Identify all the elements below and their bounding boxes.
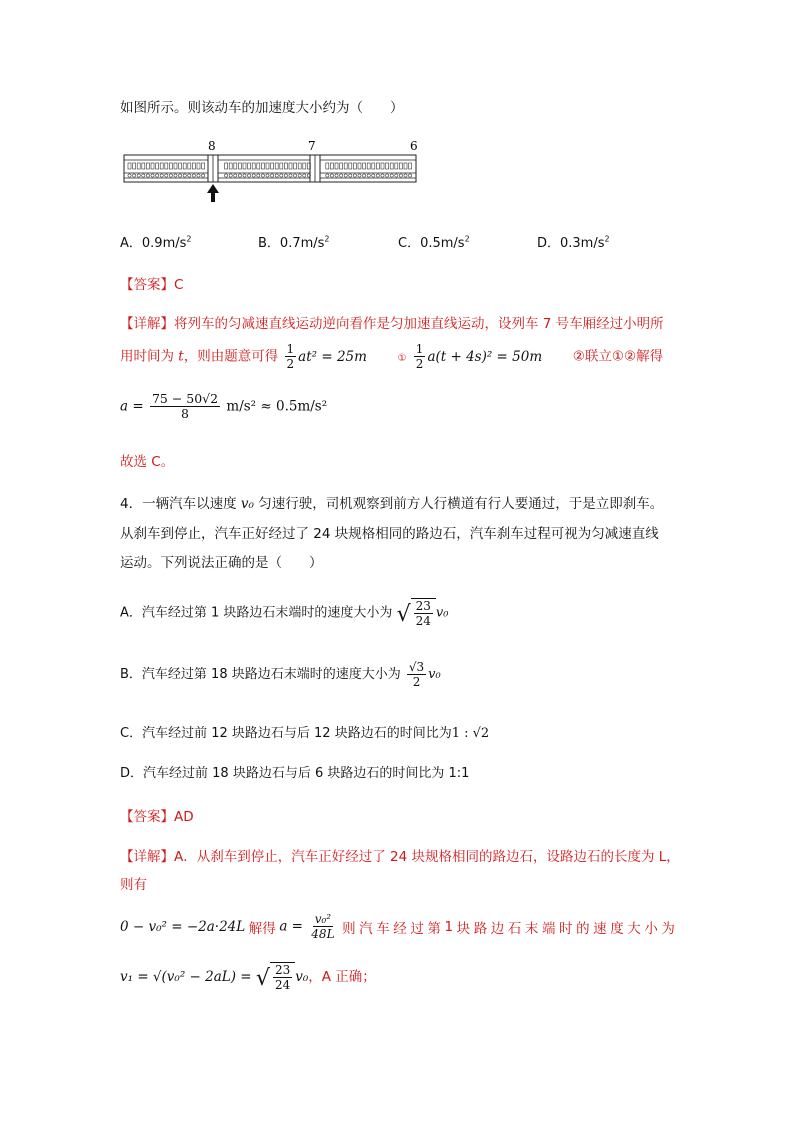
wheel [344,174,347,177]
wheel [151,174,154,177]
circle-2: ② [572,348,585,365]
window [188,163,191,169]
wheel [409,174,412,177]
train-windows [128,163,412,169]
wheel [275,174,278,177]
window [330,163,333,169]
observer-arrow [207,184,219,202]
wheel [165,174,168,177]
wheel [358,174,361,177]
wheel [137,174,140,177]
window [128,163,131,169]
wheel [399,174,402,177]
answer-value: C [174,277,184,293]
window [395,163,398,169]
wheel [179,174,182,177]
wheel [128,174,131,177]
q4-option-b[interactable]: B．汽车经过第 18 块路边石末端时的速度大小为 $\frac{√3}{2}$ v₀ [120,660,441,689]
equation-1: $\frac{1}{2}$ at² = 25m [286,342,367,371]
window [197,163,200,169]
window [133,163,136,169]
equation-2: $\frac{1}{2}$ a(t + 4s)² = 50m [415,342,543,371]
detail-tag: 【详解】 [120,849,174,865]
window [165,163,168,169]
q4-detail-line-1: 【详解】A．从刹车到停止，汽车正好经过了 24 块规格相同的路边石，设路边石的长度为 L， [120,849,680,865]
window [229,163,232,169]
wheel [395,174,398,177]
window [142,163,145,169]
window [252,163,255,169]
q4-stem-line-1: 4．一辆汽车以速度 v₀ 匀速行驶，司机观察到前方人行横道有行人要通过，于是立即刹车。 [120,496,664,512]
window [183,163,186,169]
window [271,163,274,169]
wheel [390,174,393,177]
train-wheels [128,174,412,177]
wheel [372,174,375,177]
wheel [234,174,237,177]
window [386,163,389,169]
wheel [229,174,232,177]
window [275,163,278,169]
window [409,163,412,169]
wheel [252,174,255,177]
equation-a: 0 − v₀² = −2a·24L [120,918,246,935]
window [202,163,205,169]
window [169,163,172,169]
q3-result: a = $\frac{75 - 50√2}{8}$ m/s² ≈ 0.5m/s² [120,391,328,421]
wheel [202,174,205,177]
wheel [376,174,379,177]
window [289,163,292,169]
window [335,163,338,169]
q4-detail-line-2: 则有 [120,877,147,893]
car-label-7: 7 [308,139,316,153]
wheel [257,174,260,177]
wheel [266,174,269,177]
q4-equation-c: v₁ = √(v₀² − 2aL) = √ $\frac{23}{24}$ v₀，A 正确； [120,963,376,992]
window [160,163,163,169]
window [372,163,375,169]
wheel [330,174,333,177]
window [326,163,329,169]
wheel [261,174,264,177]
wheel [169,174,172,177]
q4-option-d[interactable]: D．汽车经过前 18 块路边石与后 6 块路边石的时间比为 1:1 [120,766,470,781]
wheel [335,174,338,177]
q3-detail-line-1: 【详解】将列车的匀减速直线运动逆向看作是匀加速直线运动，设列车 7 号车厢经过小明所 [120,316,664,332]
wheel [386,174,389,177]
train-figure [122,138,422,208]
wheel [289,174,292,177]
wheel [353,174,356,177]
wheel [367,174,370,177]
wheel [280,174,283,177]
window [225,163,228,169]
car-label-6: 6 [410,139,418,153]
detail-tag: 【详解】 [120,316,174,332]
wheel [197,174,200,177]
window [234,163,237,169]
wheel [225,174,228,177]
window [381,163,384,169]
window [353,163,356,169]
equation-b: a = $\frac{\text{v₀²}}{48L}$ [279,912,335,941]
wheel [142,174,145,177]
wheel [404,174,407,177]
wheel [192,174,195,177]
train-diagram [122,138,422,208]
q3-choice-d[interactable]: D．$0.3m/s^2$ [537,234,610,251]
answer-tag: 【答案】 [120,809,174,825]
wheel [174,174,177,177]
window [179,163,182,169]
q3-choice-b[interactable]: B．$0.7m/s^2$ [258,234,330,251]
window [399,163,402,169]
q4-option-c[interactable]: C．汽车经过前 12 块路边石与后 12 块路边石的时间比为1 : √2 [120,726,490,741]
window [349,163,352,169]
window [340,163,343,169]
window [367,163,370,169]
q3-choice-a[interactable]: A．$0.9m/s^2$ [120,234,192,251]
window [404,163,407,169]
wheel [183,174,186,177]
wheel [381,174,384,177]
wheel [160,174,163,177]
wheel [188,174,191,177]
window [261,163,264,169]
wheel [349,174,352,177]
q3-answer [120,273,183,293]
wheel [248,174,251,177]
wheel [238,174,241,177]
q4-option-a[interactable]: A．汽车经过第 1 块路边石末端时的速度大小为 √ $\frac{23}{24}$ v₀ [120,599,449,628]
q4-stem-line-2: 从刹车到停止，汽车正好经过了 24 块规格相同的路边石，汽车刹车过程可视为匀减速直线 [120,526,659,542]
wheel [340,174,343,177]
window [376,163,379,169]
window [303,163,306,169]
window [146,163,149,169]
q3-choice-c[interactable]: C．$0.5m/s^2$ [398,234,470,251]
window [363,163,366,169]
window [294,163,297,169]
wheel [133,174,136,177]
window [174,163,177,169]
q3-stem-tail: 如图所示。则该动车的加速度大小约为（ ） [120,100,404,116]
window [248,163,251,169]
window [284,163,287,169]
window [358,163,361,169]
wheel [146,174,149,177]
window [257,163,260,169]
q4-equation-row: 0 − v₀² = −2a·24L 解得 a = $\frac{\text{v₀²}}{48L}$ 则 汽 车 经 过 第 1 块 路 边 石 末 端 时 的 速 度 大 小 为 [120,912,675,941]
window [344,163,347,169]
circle-1: ① [397,352,407,364]
wheel [243,174,246,177]
window [390,163,393,169]
q4-answer [120,805,194,825]
q3-conclusion: 故选 C。 [120,454,175,470]
window [156,163,159,169]
answer-tag: 【答案】 [120,277,174,293]
q3-detail-line-2: 用时间为 t，则由题意可得 $\frac{1}{2}$ at² = 25m ① $\frac{1}{2}$ a(t + 4s)² = 50m ②联立①②解得 [120,342,664,371]
wheel [156,174,159,177]
window [137,163,140,169]
window [298,163,301,169]
wheel [303,174,306,177]
window [266,163,269,169]
wheel [294,174,297,177]
wheel [326,174,329,177]
wheel [284,174,287,177]
window [151,163,154,169]
window [280,163,283,169]
wheel [271,174,274,177]
wheel [363,174,366,177]
window [243,163,246,169]
car-label-8: 8 [208,139,216,153]
window [238,163,241,169]
answer-value: AD [174,809,194,825]
q4-stem-line-3: 运动。下列说法正确的是（ ） [120,555,323,571]
window [192,163,195,169]
wheel [298,174,301,177]
